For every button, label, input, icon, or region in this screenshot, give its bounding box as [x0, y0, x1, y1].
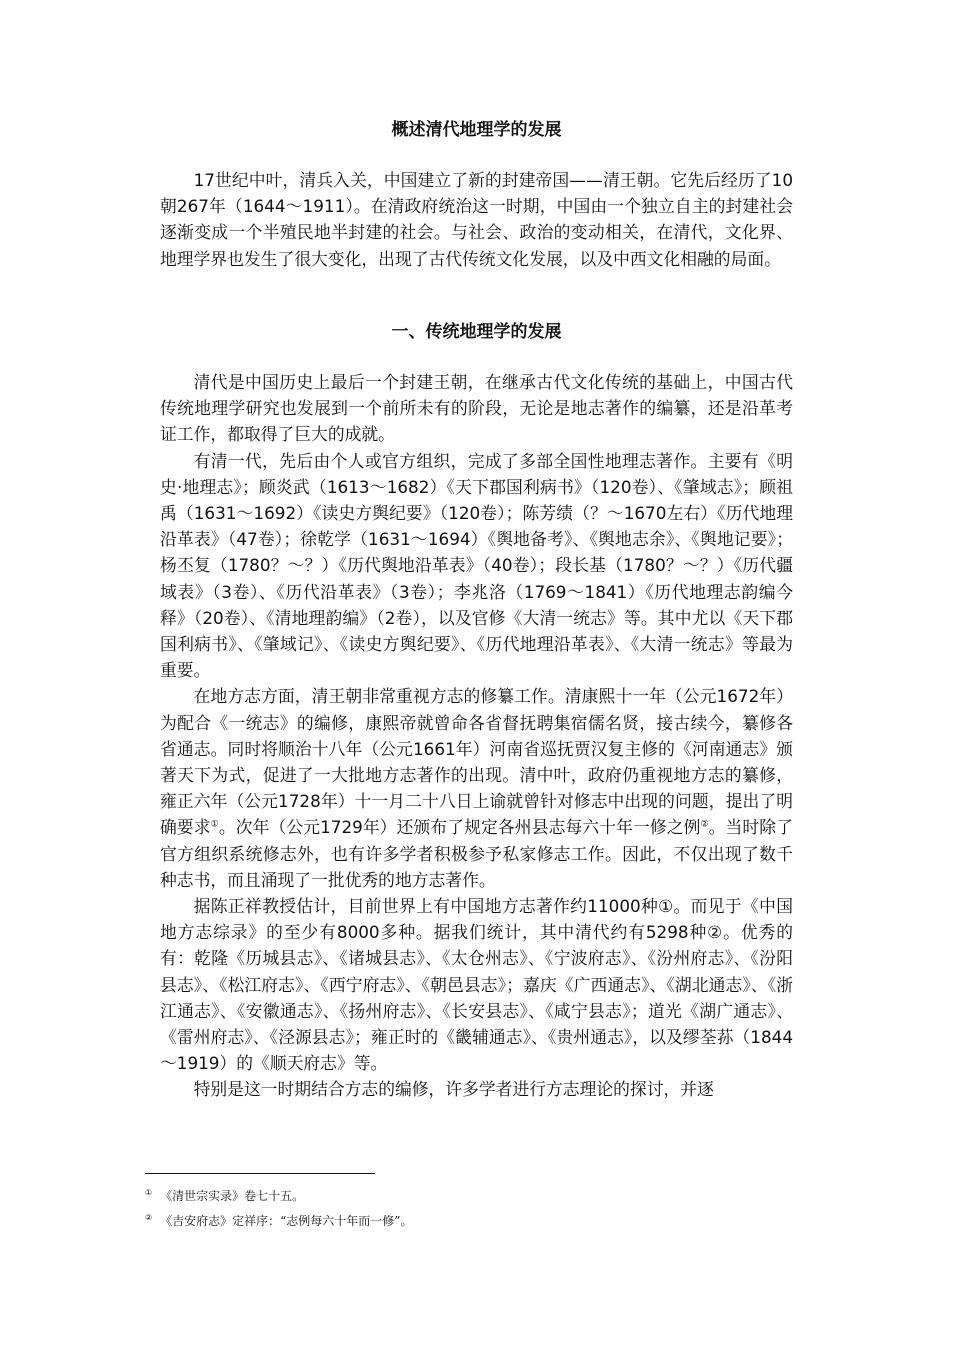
- section-title: 一、传统地理学的发展: [391, 322, 562, 342]
- footnote-ref-2: ②: [700, 819, 709, 830]
- intro-paragraph: 17世纪中叶，清兵入关，中国建立了新的封建帝国——清王朝。它先后经历了10朝267年（1644～1911）。在清政府统治这一时期，中国由一个独立自主的封建社会逐渐变成一个半殖民地半封建的社会。与社会、政治的变动相关，在清代，文化界、地理学界也发生了很大变化，出现了古代传统文化发展，以及中西文化相融的局面。: [160, 170, 793, 269]
- paragraph-5: 特别是这一时期结合方志的编修，许多学者进行方志理论的探讨，并逐: [193, 1079, 714, 1100]
- footnotes: [145, 1184, 795, 1234]
- footnote-divider: [145, 1173, 375, 1174]
- paragraph-1: 清代是中国历史上最后一个封建王朝，在继承古代文化传统的基础上，中国古代传统地理学研究也发展到一个前所未有的阶段，无论是地志著作的编纂，还是沿革考证工作，都取得了巨大的成就。: [160, 372, 793, 445]
- footnote-1-text: 《清世宗实录》卷七十五。: [160, 1189, 305, 1203]
- paragraph-3-part-a: 在地方志方面，清王朝非常重视方志的修纂工作。清康熙十一年（公元1672年）为配合《一统志》的编修，康熙帝就曾命各省督抚聘集宿儒名贤，接古续今，纂修各省通志。同时将顺治十八年（公元1661年）河南省巡抚贾汉复主修的《河南通志》颁著天下为式，促进了一大批地方志著作的出现。清中叶，政府仍重视地方志的纂修，雍正六年（公元1728年）十一月二十八日上谕就曾针对修志中出现的问题，提出了明确要求: [160, 686, 793, 838]
- footnote-2-text: 《吉安府志》定祥序：“志例每六十年而一修”。: [160, 1214, 413, 1228]
- footnote-2-mark: ②: [145, 1213, 153, 1222]
- paragraph-4: 据陈正祥教授估计，目前世界上有中国地方志著作约11000种①。而见于《中国地方志综录》的至少有8000多种。据我们统计，其中清代约有5298种②。优秀的有：乾隆《历城县志》、《诸城县志》、《太仓州志》、《宁波府志》、《汾州府志》、《汾阳县志》、《松江府志》、《西宁府志》、《朝邑县志》；嘉庆《广西通志》、《湖北通志》、《浙江通志》、《安徽通志》、《扬州府志》、《长安县志》、《咸宁县志》；道光《湖广通志》、《雷州府志》、《泾源县志》；雍正时的《畿辅通志》、《贵州通志》，以及缪荃荪（1844～1919）的《顺天府志》等。: [160, 896, 793, 1074]
- document-title: 概述清代地理学的发展: [391, 120, 562, 140]
- intro-block: [160, 167, 793, 272]
- section-body: [160, 369, 793, 1103]
- footnote-ref-1: ①: [210, 819, 219, 830]
- footnote-1: [145, 1184, 795, 1209]
- paragraph-3-part-c: 。当时除了官方组织系统修志外，也有许多学者积极参予私家修志工作。因此，不仅出现了数千种志书，而且涌现了一批优秀的地方志著作。: [160, 817, 793, 890]
- paragraph-3: [160, 683, 793, 893]
- paragraph-3-part-b: 。次年（公元1729年）还颁布了规定各州县志每六十年一修之例: [218, 817, 701, 838]
- footnote-1-mark: ①: [145, 1188, 153, 1197]
- footnote-2: [145, 1209, 795, 1234]
- paragraph-2: 有清一代，先后由个人或官方组织，完成了多部全国性地理志著作。主要有《明史·地理志》；顾炎武（1613～1682）《天下郡国利病书》（120卷）、《肇域志》；顾祖禹（1631～1692）《读史方舆纪要》（120卷）；陈芳绩（？～1670左右）《历代地理沿革表》（47卷）；徐乾学（1631～1694）《舆地备考》、《舆地志余》、《舆地记要》；杨丕复（1780？～？）《历代舆地沿革表》（40卷）；段长基（1780？～？）《历代疆域表》（3卷）、《历代沿革表》（3卷）；李兆洛（1769～1841）《历代地理志韵编今释》（20卷）、《清地理韵编》（2卷），以及官修《大清一统志》等。其中尤以《天下郡国利病书》、《肇域记》、《读史方舆纪要》、《历代地理沿革表》、《大清一统志》等最为重要。: [160, 450, 793, 681]
